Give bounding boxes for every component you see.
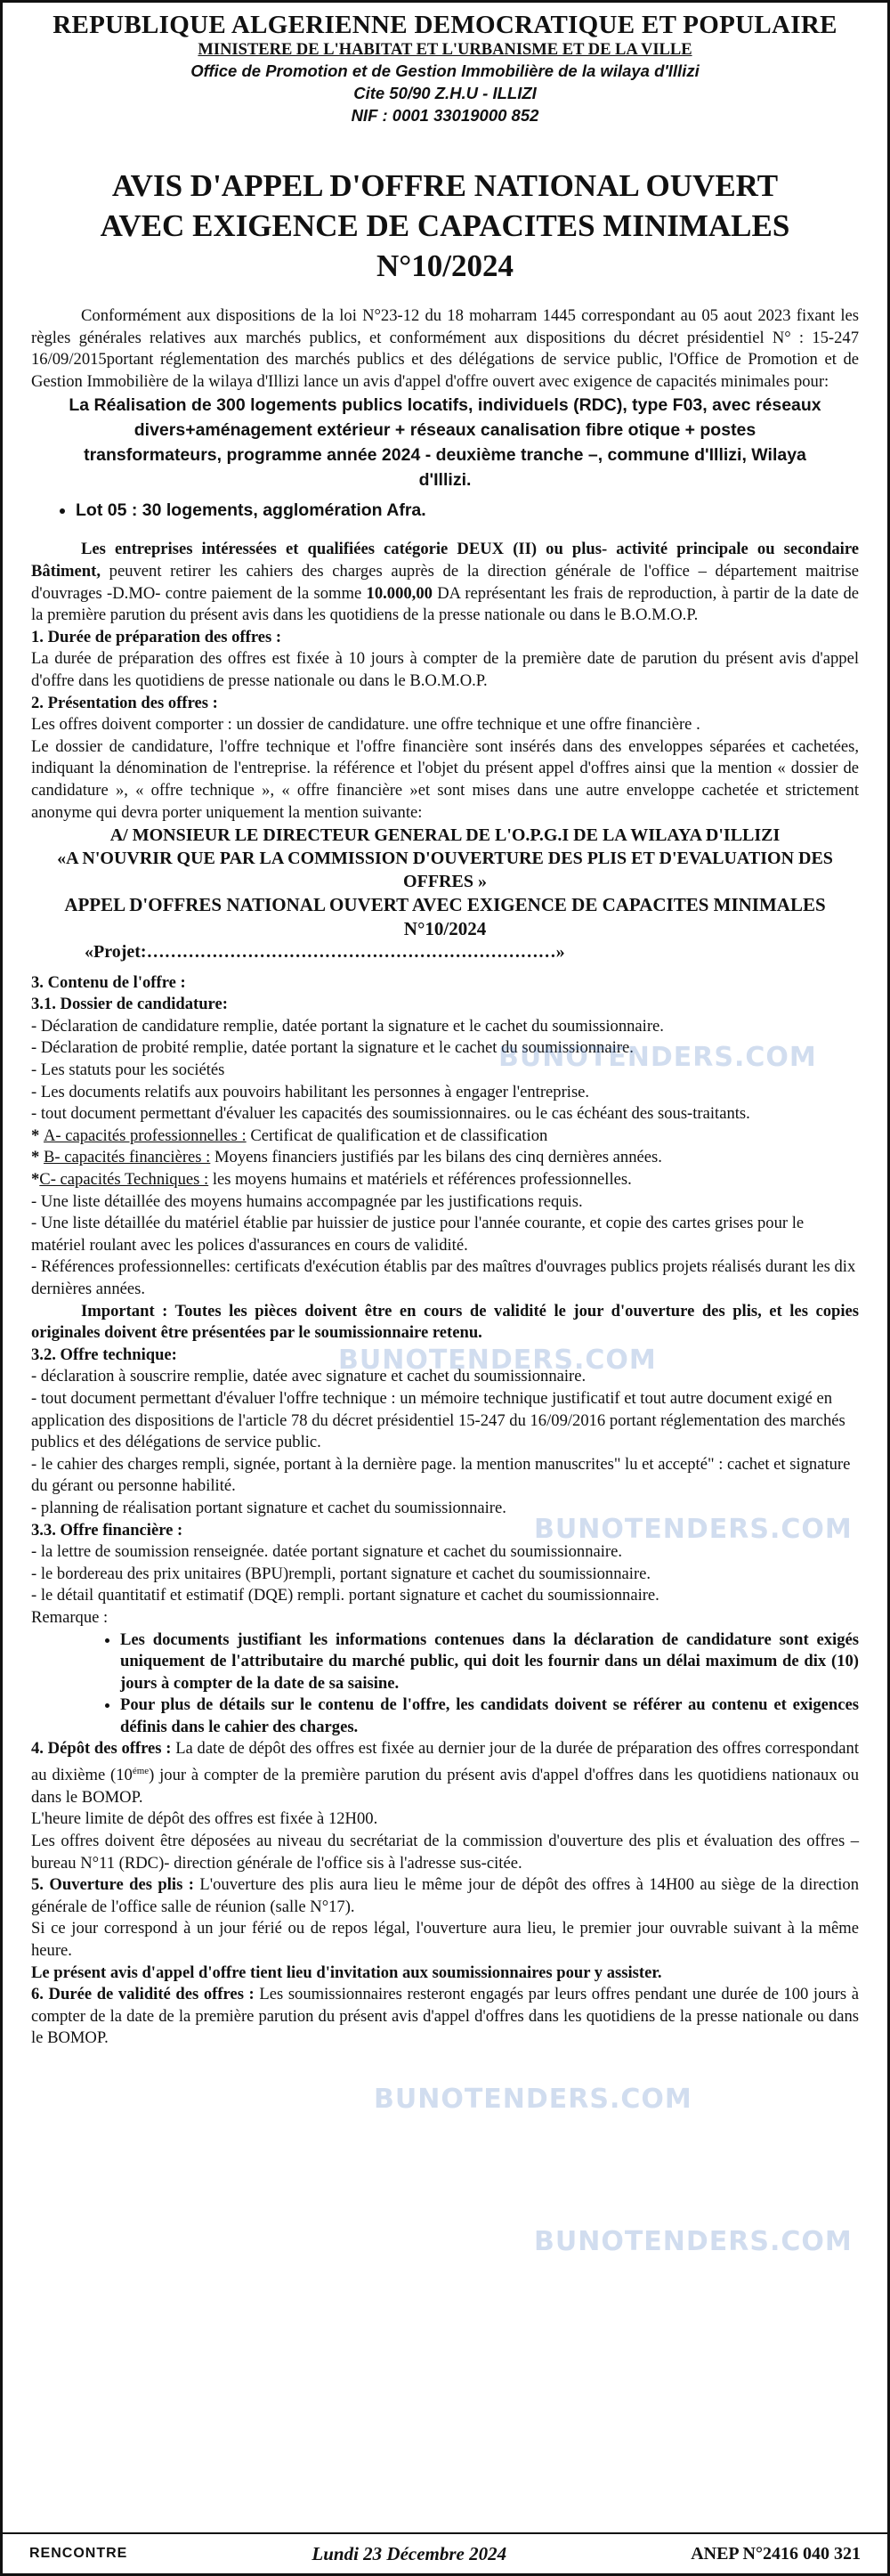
section-2-text-2: Le dossier de candidature, l'offre technique et l'offre financière sont insérés dans des enveloppes séparées et cachetées, indiquant la dénomination de l'entreprise. la référence et l'objet du présent appel d'offres ainsi que la mention « dossier de candidature », « offre technique », « offre financière »et sont mises dans une autre enveloppe cachetée et strictement anonyme qui devra porter uniquement la mention suivante: — [31, 736, 859, 822]
entreprises-bold: Les entreprises intéressées et qualifiées catégorie DEUX (II) ou plus- activité principale ou secondaire Bâtiment, — [31, 540, 859, 581]
watermark: BUNOTENDERS.COM — [534, 2226, 853, 2257]
section-5-text-1: L'ouverture des plis aura lieu le même jour de dépôt des offres à 14H00 au siège de la direction générale de l'office salle de réunion (salle N°17). — [31, 1875, 860, 1916]
title-line-3: N°10/2024 — [376, 248, 514, 283]
list-item: - tout document permettant d'évaluer l'offre technique : un mémoire technique justificatif et tout autre document exigé en application des dispositions de l'article 78 du décret présidentiel 15-247 du 16/09/2016 portant réglementation des marchés publics et des délégations de service public. — [31, 1388, 846, 1452]
capacity-b-text: Moyens financiers justifiés par les bilans des cinq dernières années. — [214, 1148, 662, 1167]
entreprises-rest2: DA représentant les frais de reproduction, à partir de la date de la première parution du présent avis dans les quotidiens de la presse nationale ou dans le B.O.M.O.P. — [31, 583, 859, 625]
list-item: - Les documents relatifs aux pouvoirs habilitant les personnes à engager l'entreprise. — [31, 1082, 590, 1101]
section-5-paragraph — [31, 1874, 859, 1918]
section-3-heading: 3. Contenu de l'offre : — [31, 972, 186, 992]
capacity-c-label: C- capacités Techniques : — [39, 1170, 209, 1190]
watermark: BUNOTENDERS.COM — [338, 1345, 657, 1376]
envelope-tender-ref: APPEL D'OFFRES NATIONAL OUVERT AVEC EXIGENCE DE CAPACITES MINIMALES N°10/2024 — [64, 894, 826, 940]
list-item: - Références professionnelles: certificats d'exécution établis par des maîtres d'ouvrages publics projets réalisés durant les dix dernières années. — [31, 1257, 856, 1298]
section-6-paragraph — [31, 1984, 859, 2050]
section-4-sup: éme — [132, 1766, 150, 1777]
section-6-text: Les soumissionnaires resteront engagés par leurs offres pendant une durée de 100 jours à compter de la date de la première parution du présent avis d'appel d'offres dans les quotidiens de la presse nationale ou dans le BOMOP. — [31, 1985, 859, 2048]
capacity-b-label: B- capacités financières : — [43, 1148, 211, 1167]
newspaper-logo: RENCONTRE — [29, 2546, 128, 2561]
project-description: La Réalisation de 300 logements publics locatifs, individuels (RDC), type F03, avec réseaux divers+aménagement extérieur + réseaux canalisation fibre otique + postes transformateurs, programme année 2024 - deuxième tranche –, commune d'Illizi, Wilaya d'Illizi. — [69, 395, 821, 491]
section-1-text: La durée de préparation des offres est fixée à 10 jours à compter de la première date de parution du présent avis d'appel d'offre dans les quotidiens de presse nationale ou dans le B.O.M.O.P. — [31, 649, 859, 690]
offre-financiere-list — [31, 1541, 859, 1607]
list-item: - le détail quantitatif et estimatif (DQE) rempli. portant signature et cachet du soumissionnaire. — [31, 1586, 659, 1605]
list-item: - Déclaration de probité remplie, datée portant la signature et le cachet du soumissionnaire. — [31, 1038, 634, 1058]
capacity-a-text: Certificat de qualification et de classification — [250, 1125, 548, 1145]
section-6-heading: 6. Durée de validité des offres : — [31, 1985, 255, 2004]
title-line-1: AVIS D'APPEL D'OFFRE NATIONAL OUVERT — [111, 168, 779, 203]
section-4-text-a: La date de dépôt des offres est fixée au dernier jour de la durée de préparation des offres correspondant au dixième (10 — [31, 1739, 859, 1785]
remarque-item: • Les documents justifiant les informations contenues dans la déclaration de candidature sont exigés uniquement de l'attributaire du marché public, qui doit les fournir dans un délai maximum de dix (10) jours à compter de la date de sa saisine. — [120, 1629, 859, 1695]
important-note: Important : Toutes les pièces doivent être en cours de validité le jour d'ouverture des plis, et les copies originales doivent être présentées par le soumissionnaire retenu. — [31, 1301, 859, 1343]
section-4-heading: 4. Dépôt des offres : — [31, 1739, 172, 1759]
header-nif: NIF : 0001 33019000 852 — [351, 106, 539, 125]
section-4-location: Les offres doivent être déposées au niveau du secrétariat de la commission d'ouverture des plis et évaluation des offres –bureau N°11 (RDC)- direction générale de l'office sis à l'adresse sus-citée. — [31, 1832, 859, 1873]
entreprises-rest: peuvent retirer les cahiers des charges auprès de la direction générale de l'office – département maitrise d'ouvrages -D.MO- contre paiement de la somme — [31, 561, 859, 603]
notice-title — [31, 166, 859, 286]
section-5-text-2: Si ce jour correspond à un jour férié ou de repos légal, l'ouverture aura lieu, le premier jour ouvrable suivant à la même heure. — [31, 1919, 859, 1960]
header-ministere: MINISTERE DE L'HABITAT ET L'URBANISME ET DE LA VILLE — [198, 41, 692, 59]
entreprises-paragraph — [31, 539, 859, 626]
section-5-heading: 5. Ouverture des plis : — [31, 1875, 194, 1895]
header-cite: Cite 50/90 Z.H.U - ILLIZI — [353, 84, 537, 102]
watermark: BUNOTENDERS.COM — [374, 2084, 692, 2115]
anep-reference: ANEP N°2416 040 321 — [691, 2543, 861, 2564]
lot-item: • Lot 05 : 30 logements, agglomération Afra. — [76, 498, 859, 523]
section-1-heading: 1. Durée de préparation des offres : — [31, 627, 282, 646]
section-2-heading: 2. Présentation des offres : — [31, 693, 218, 712]
envelope-projet: «Projet:……………………………………………………………» — [85, 942, 565, 963]
remarque-label: Remarque : — [31, 1607, 109, 1627]
section-3-3-heading: 3.3. Offre financière : — [31, 1520, 183, 1540]
list-item: - la lettre de soumission renseignée. datée portant signature et cachet du soumissionnaire. — [31, 1542, 623, 1562]
section-5-text-3: Le présent avis d'appel d'offre tient lieu d'invitation aux soumissionnaires pour y assister. — [31, 1962, 662, 1982]
watermark: BUNOTENDERS.COM — [498, 1042, 817, 1073]
offre-technique-list — [31, 1366, 859, 1519]
list-item: - Une liste détaillée du matériel établie par huissier de justice pour l'année courante, et copie des cartes grises pour le matériel roulant avec les polices d'assurances en cours de validité. — [31, 1214, 805, 1255]
header-republique: REPUBLIQUE ALGERIENNE DEMOCRATIQUE ET POPULAIRE — [53, 11, 837, 39]
section-3-2-heading: 3.2. Offre technique: — [31, 1345, 177, 1364]
technical-list — [31, 1191, 859, 1301]
entreprises-amount: 10.000,00 — [366, 583, 433, 603]
envelope-addressee: A/ MONSIEUR LE DIRECTEUR GENERAL DE L'O.P.G.I DE LA WILAYA D'ILLIZI — [109, 825, 781, 846]
capacity-a: * A- capacités professionnelles : Certificat de qualification et de classification — [31, 1125, 548, 1145]
section-2-text-1: Les offres doivent comporter : un dossier de candidature. une offre technique et une offre financière . — [31, 715, 700, 735]
list-item: - le cahier des charges rempli, signée, portant à la dernière page. la mention manuscrites" lu et accepté" : cachet et signature du gérant ou personne habilité. — [31, 1454, 851, 1496]
list-item: - le bordereau des prix unitaires (BPU)rempli, portant signature et cachet du soumissionnaire. — [31, 1564, 651, 1583]
publication-date: Lundi 23 Décembre 2024 — [312, 2542, 507, 2564]
capacity-b: * B- capacités financières : Moyens financiers justifiés par les bilans des cinq dernières années. — [31, 1148, 662, 1167]
section-4-paragraph — [31, 1738, 859, 1808]
remarque-list — [31, 1629, 859, 1739]
capacity-c: *C- capacités Techniques : les moyens humains et matériels et références professionnelles. — [31, 1170, 632, 1190]
candidature-list — [31, 1016, 859, 1125]
capacity-c-text: les moyens humains et matériels et références professionnelles. — [212, 1170, 632, 1190]
header-office: Office de Promotion et de Gestion Immobilière de la wilaya d'Illizi — [190, 61, 700, 80]
section-4-text-b: ) jour à compter de la première parution du présent avis d'appel d'offres dans les quotidiens nationaux ou dans le BOMOP. — [31, 1766, 859, 1807]
section-4-deadline: L'heure limite de dépôt des offres est fixée à 12H00. — [31, 1809, 378, 1829]
list-item: - Une liste détaillée des moyens humains accompagnée par les justifications requis. — [31, 1191, 583, 1211]
footer — [3, 2532, 887, 2573]
intro-paragraph: Conformément aux dispositions de la loi N°23-12 du 18 moharram 1445 correspondant au 05 aout 2023 fixant les règles générales relatives aux marchés publics, et conformément aux dispositions du décret présidentiel N° : 15-247 16/09/2015portant réglementation des marchés publics et des délégations de service public, l'Office de Promotion et de Gestion Immobilière de la wilaya d'Illizi lance un avis d'appel d'offre ouvert avec exigence de capacités minimales pour: — [31, 306, 859, 391]
watermark: BUNOTENDERS.COM — [534, 1514, 853, 1545]
list-item: - déclaration à souscrire remplie, datée avec signature et cachet du soumissionnaire. — [31, 1367, 587, 1386]
list-item: - planning de réalisation portant signature et cachet du soumissionnaire. — [31, 1498, 506, 1517]
list-item: - tout document permettant d'évaluer les capacités des soumissionnaires. ou le cas échéant des sous-traitants. — [31, 1104, 750, 1124]
lot-list — [31, 498, 859, 523]
list-item: - Déclaration de candidature remplie, datée portant la signature et le cachet du soumissionnaire. — [31, 1016, 664, 1036]
capacity-a-label: A- capacités professionnelles : — [43, 1125, 247, 1145]
envelope-mention: «A N'OUVRIR QUE PAR LA COMMISSION D'OUVERTURE DES PLIS ET D'EVALUATION DES OFFRES » — [57, 849, 833, 892]
list-item: - Les statuts pour les sociétés — [31, 1060, 225, 1080]
remarque-item: • Pour plus de détails sur le contenu de l'offre, les candidats doivent se référer au contenu et exigences définis dans le cahier des charges. — [120, 1694, 859, 1738]
section-3-1-heading: 3.1. Dossier de candidature: — [31, 995, 228, 1014]
title-line-2: AVEC EXIGENCE DE CAPACITES MINIMALES — [100, 208, 790, 243]
